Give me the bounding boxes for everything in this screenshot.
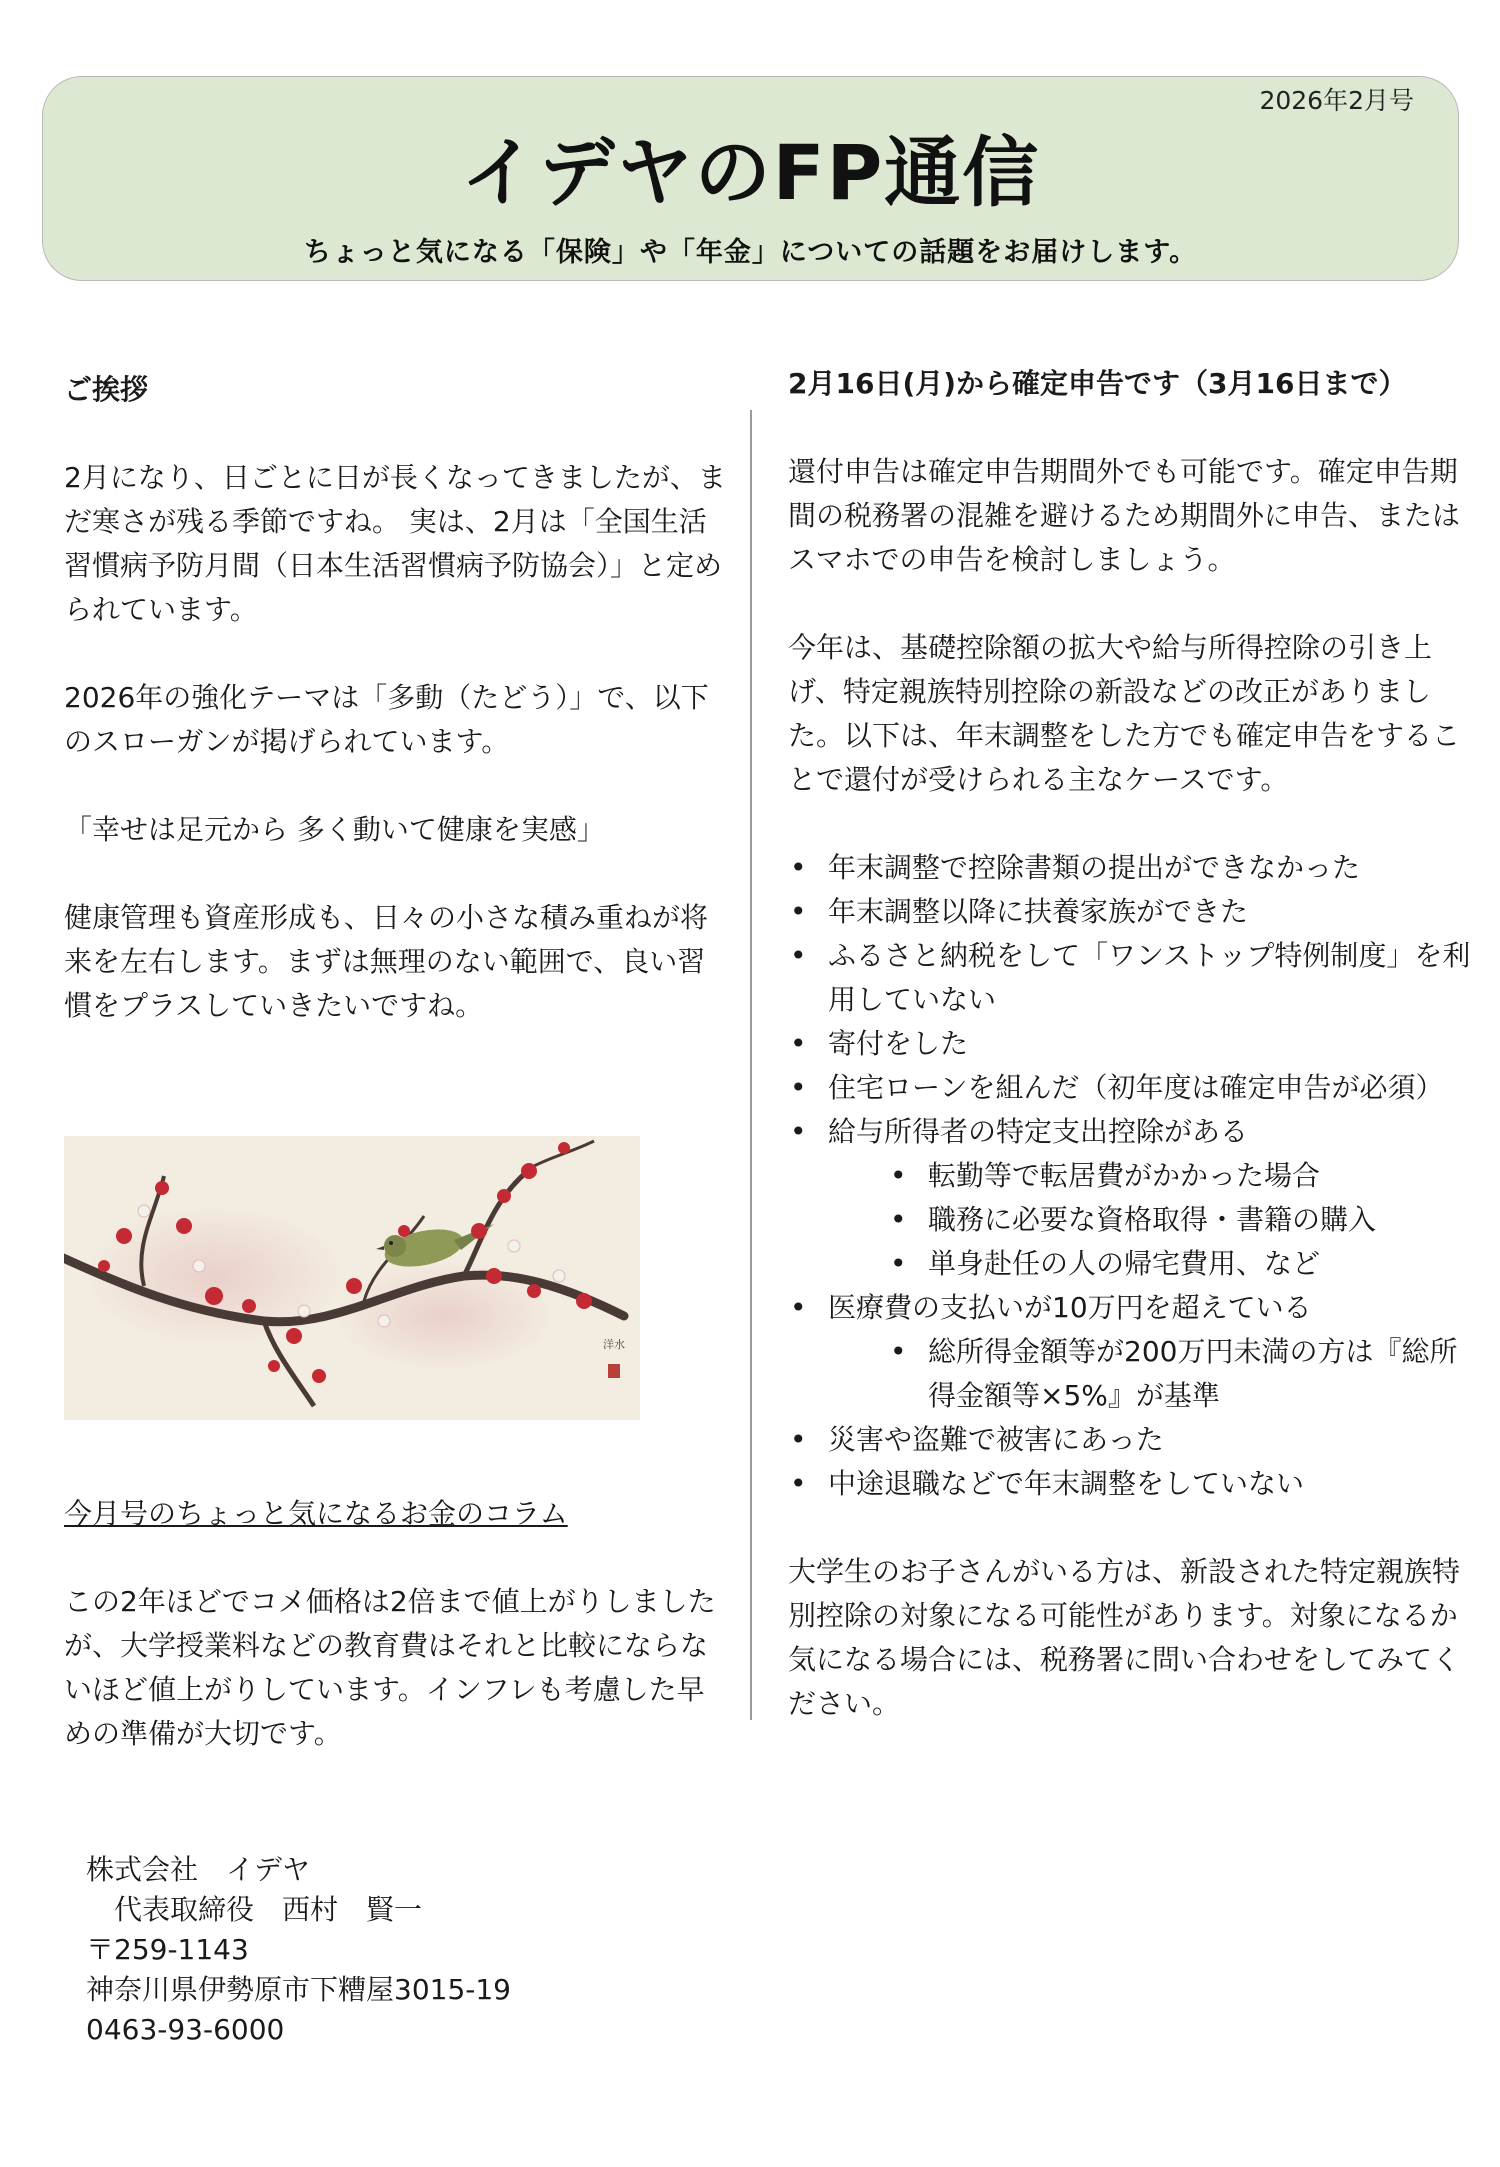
issue-date: 2026年2月号 bbox=[1259, 86, 1414, 115]
greeting-paragraph-2: 2026年の強化テーマは「多動（たどう）」で、以下のスローガンが掲げられています。 bbox=[64, 681, 709, 758]
column-divider bbox=[750, 410, 752, 1720]
list-subitem: • 職務に必要な資格取得・書籍の購入 bbox=[788, 1198, 1473, 1242]
slogan: 「幸せは足元から 多く動いて健康を実感」 bbox=[64, 813, 605, 846]
list-item: • 災害や盗難で被害にあった bbox=[788, 1418, 1473, 1462]
money-column-text: この2年ほどでコメ価格は2倍まで値上がりしましたが、大学授業料などの教育費はそれと比較にならないほど値上がりしています。インフレも考慮した早めの準備が大切です。 bbox=[64, 1585, 716, 1750]
list-item: • 年末調整以降に扶養家族ができた bbox=[788, 890, 1473, 934]
company-footer bbox=[86, 1850, 511, 2050]
right-column bbox=[788, 362, 1473, 1726]
list-subitem: • 単身赴任の人の帰宅費用、など bbox=[788, 1242, 1473, 1286]
tax-paragraph-1: 還付申告は確定申告期間外でも可能です。確定申告期間の税務署の混雑を避けるため期間外に申告、またはスマホでの申告を検討しましょう。 bbox=[788, 455, 1461, 576]
refund-case-list bbox=[788, 846, 1473, 1506]
newsletter-subtitle: ちょっと気になる「保険」や「年金」についての話題をお届けします。 bbox=[303, 237, 1198, 268]
list-item: • 年末調整で控除書類の提出ができなかった bbox=[788, 846, 1473, 890]
money-column bbox=[64, 1492, 729, 1756]
tax-paragraph-3: 大学生のお子さんがいる方は、新設された特定親族特別控除の対象になる可能性があります。対象になるか気になる場合には、税務署に問い合わせをしてみてください。 bbox=[788, 1555, 1461, 1720]
list-item: • 給与所得者の特定支出控除がある bbox=[788, 1110, 1473, 1154]
plum-blossom-painting bbox=[64, 1136, 640, 1420]
tax-paragraph-2: 今年は、基礎控除額の拡大や給与所得控除の引き上げ、特定親族特別控除の新設などの改正がありました。以下は、年末調整をした方でも確定申告をすることで還付が受けられる主なケースです。 bbox=[788, 631, 1461, 796]
greeting-heading: ご挨拶 bbox=[64, 373, 149, 406]
newsletter-title: イデヤのFP通信 bbox=[460, 128, 1041, 217]
money-column-heading: 今月号のちょっと気になるお金のコラム bbox=[64, 1497, 568, 1530]
greeting-paragraph-1: 2月になり、日ごとに日が長くなってきましたが、まだ寒さが残る季節ですね。 実は、2月は「全国生活習慣病予防月間（日本生活習慣病予防協会）」と定められています。 bbox=[64, 461, 726, 626]
representative: 代表取締役 西村 賢一 bbox=[86, 1893, 423, 1926]
postal-code: 〒259-1143 bbox=[86, 1933, 249, 1966]
list-item: • 寄付をした bbox=[788, 1022, 1473, 1066]
list-item: • ふるさと納税をして「ワンストップ特例制度」を利用していない bbox=[788, 934, 1473, 1022]
list-item: • 医療費の支払いが10万円を超えている bbox=[788, 1286, 1473, 1330]
list-item: • 中途退職などで年末調整をしていない bbox=[788, 1462, 1473, 1506]
list-subitem: • 総所得金額等が200万円未満の方は『総所得金額等×5%』が基準 bbox=[788, 1330, 1473, 1418]
company-name: 株式会社 イデヤ bbox=[86, 1853, 311, 1886]
greeting-paragraph-3: 健康管理も資産形成も、日々の小さな積み重ねが将来を左右します。まずは無理のない範囲で、良い習慣をプラスしていきたいですね。 bbox=[64, 901, 709, 1022]
address: 神奈川県伊勢原市下糟屋3015-19 bbox=[86, 1973, 511, 2006]
painting-signature: 洋水 bbox=[603, 1338, 625, 1351]
list-subitem: • 転勤等で転居費がかかった場合 bbox=[788, 1154, 1473, 1198]
tax-return-heading: 2月16日(月)から確定申告です（3月16日まで） bbox=[788, 367, 1407, 400]
list-item: • 住宅ローンを組んだ（初年度は確定申告が必須） bbox=[788, 1066, 1473, 1110]
phone-number: 0463-93-6000 bbox=[86, 2013, 285, 2046]
newsletter-header bbox=[42, 76, 1459, 281]
left-column bbox=[64, 368, 729, 1028]
